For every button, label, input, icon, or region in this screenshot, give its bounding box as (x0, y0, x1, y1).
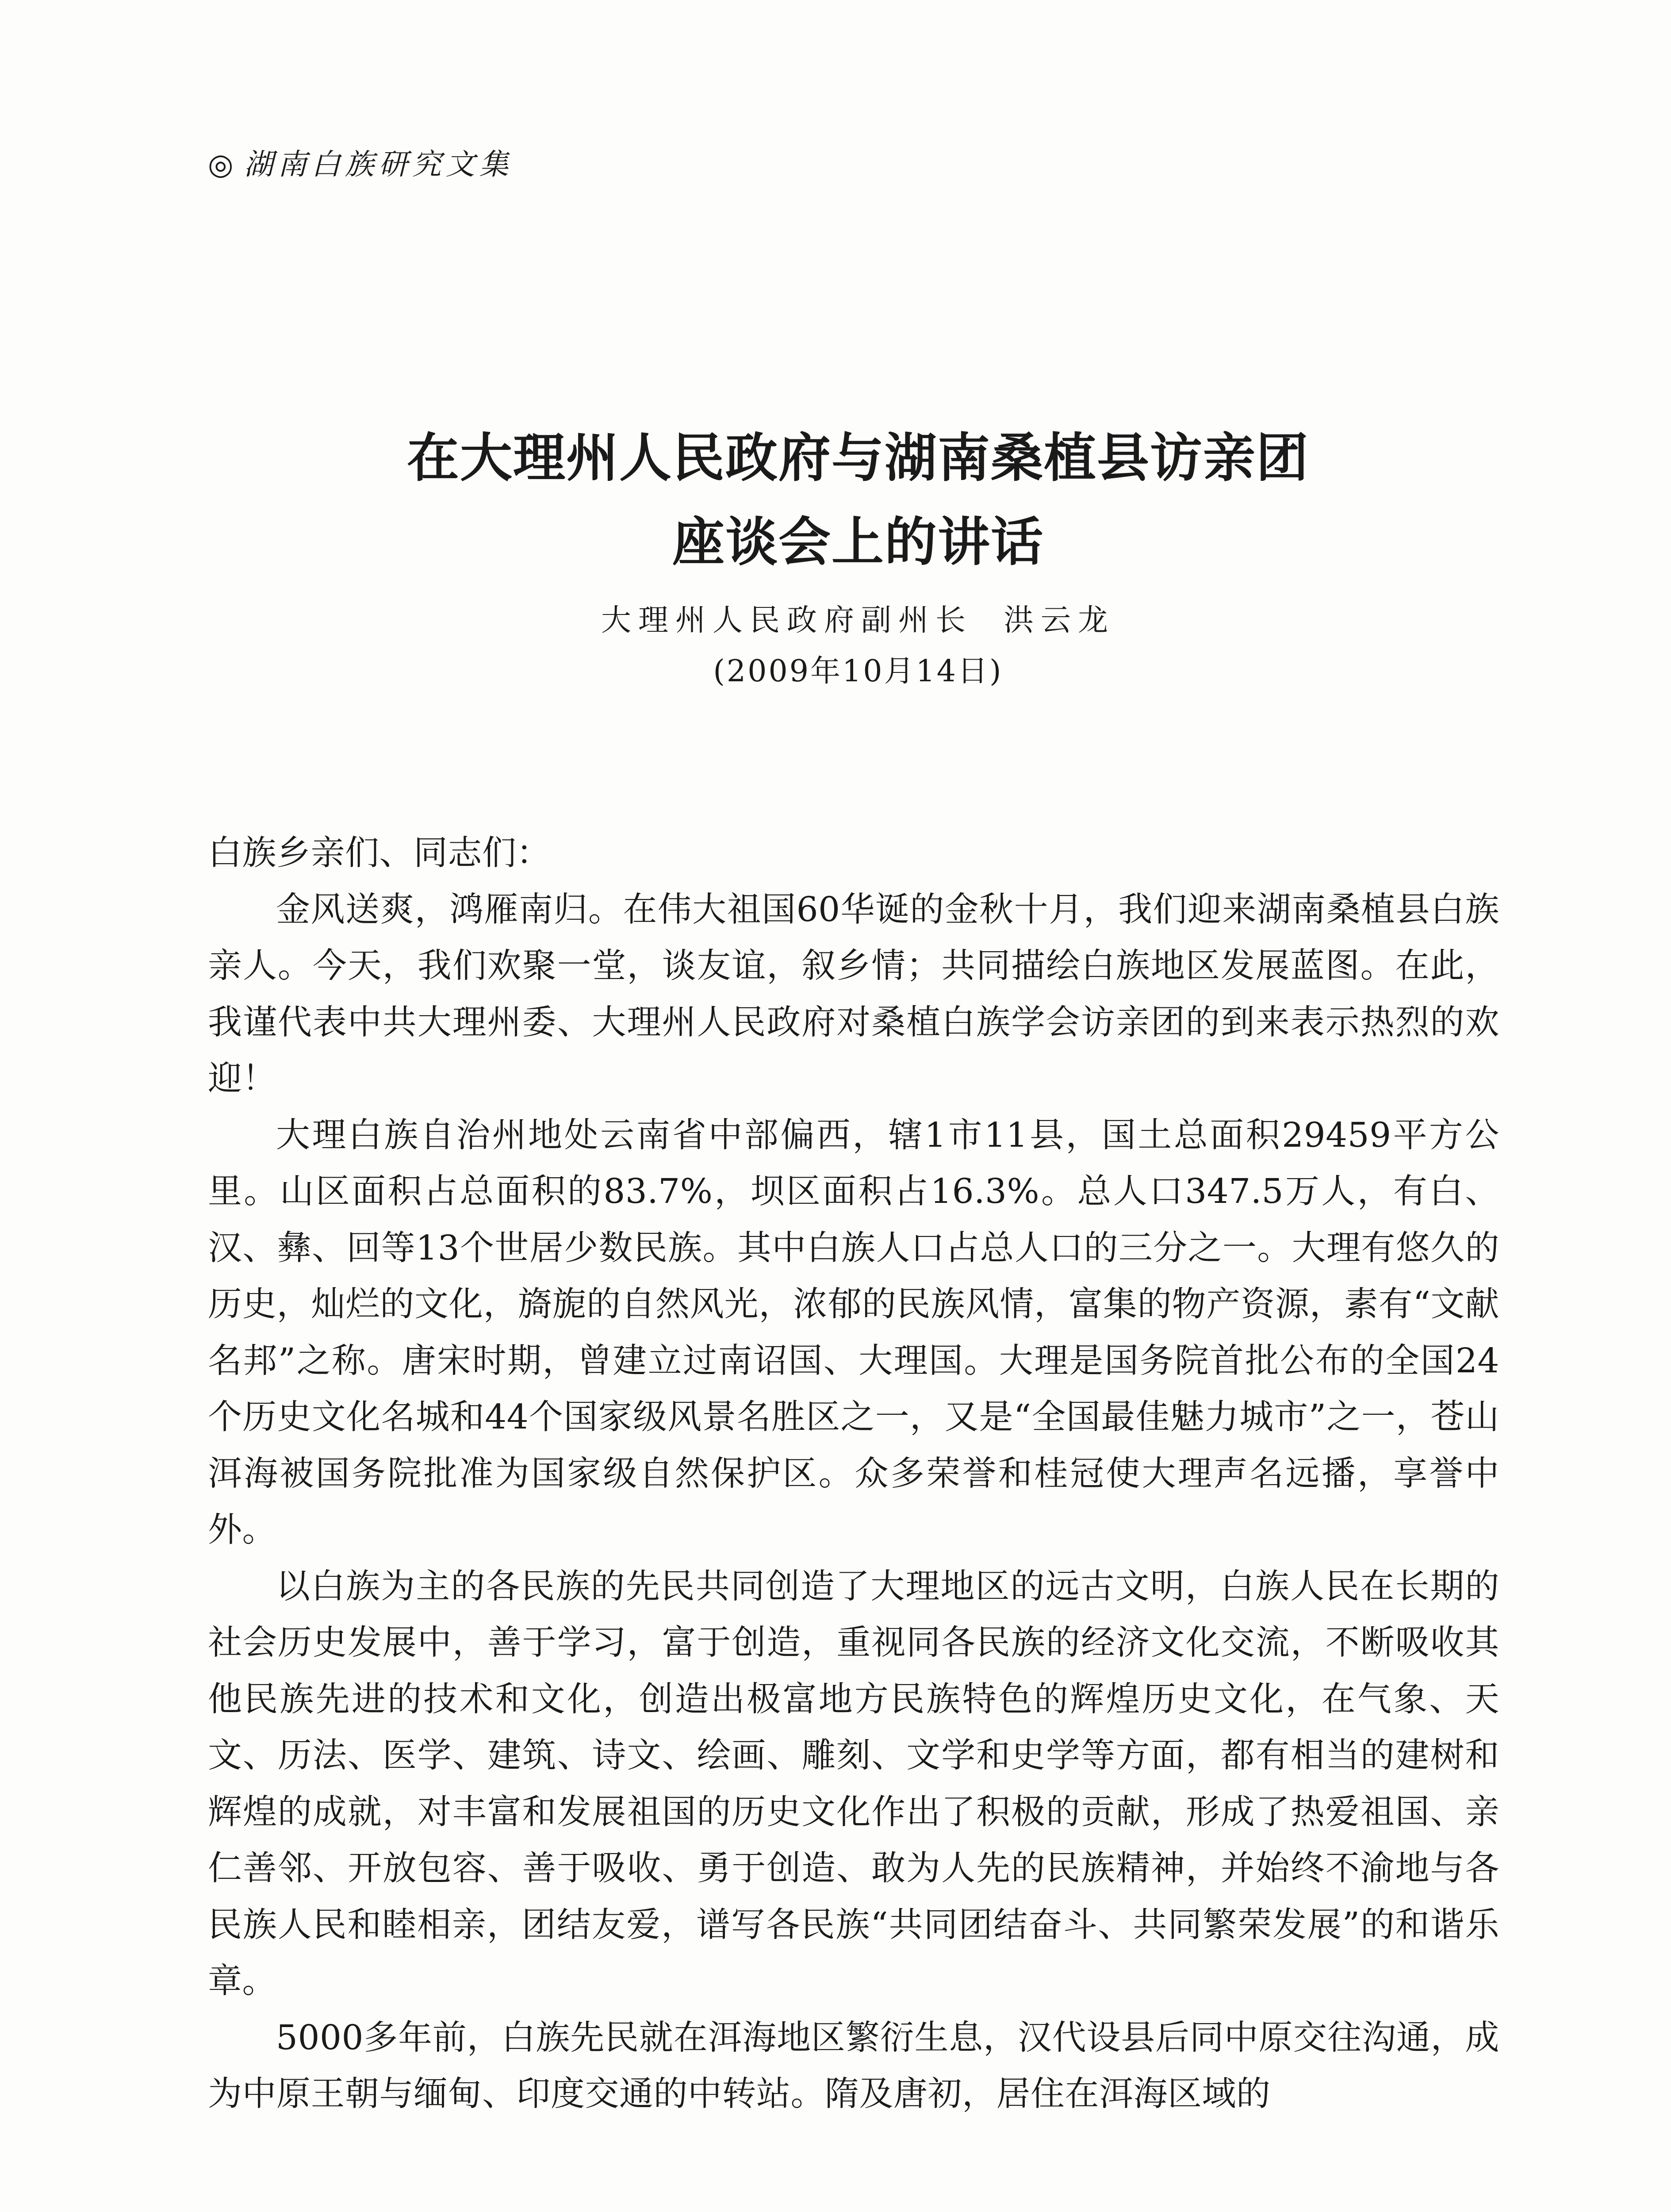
salutation: 白族乡亲们、同志们： (208, 833, 551, 873)
title-line-2: 座谈会上的讲话 (672, 511, 1044, 572)
paragraph-1: 金风送爽，鸿雁南归。在伟大祖国60华诞的金秋十月，我们迎来湖南桑植县白族亲人。今天，我们欢聚一堂，谈友谊，叙乡情；共同描绘白族地区发展蓝图。在此，我谨代表中共大理州委、大理州人民政府对桑植白族学会访亲团的到来表示热烈的欢迎！ (208, 890, 1499, 1098)
author-role: 大理州人民政府副州长 (601, 603, 973, 638)
running-title: 湖南白族研究文集 (244, 147, 513, 181)
speech-date: (2009年10月14日) (713, 654, 1003, 689)
title-line-1: 在大理州人民政府与湖南桑植县访亲团 (406, 427, 1309, 488)
paragraph-4: 5000多年前，白族先民就在洱海地区繁衍生息，汉代设县后同中原交往沟通，成为中原王朝与缅甸、印度交通的中转站。隋及唐初，居住在洱海区域的 (208, 2018, 1499, 2114)
paragraph-2: 大理白族自治州地处云南省中部偏西，辖1市11县，国土总面积29459平方公里。山区面积占总面积的83.7%，坝区面积占16.3%。总人口347.5万人，有白、汉、彝、回等13个世居少数民族。其中白族人口占总人口的三分之一。大理有悠久的历史，灿烂的文化，旖旎的自然风光，浓郁的民族风情，富集的物产资源，素有“文献名邦”之称。唐宋时期，曾建立过南诏国、大理国。大理是国务院首批公布的全国24个历史文化名城和44个国家级风景名胜区之一，又是“全国最佳魅力城市”之一，苍山洱海被国务院批准为国家级自然保护区。众多荣誉和桂冠使大理声名远播，享誉中外。 (208, 1115, 1499, 1550)
circle-bullet-icon: ◎ (208, 147, 238, 181)
article-title (208, 416, 1508, 584)
paragraph-3: 以白族为主的各民族的先民共同创造了大理地区的远古文明，白族人民在长期的社会历史发展中，善于学习，富于创造，重视同各民族的经济文化交流，不断吸收其他民族先进的技术和文化，创造出极富地方民族特色的辉煌历史文化，在气象、天文、历法、医学、建筑、诗文、绘画、雕刻、文学和史学等方面，都有相当的建树和辉煌的成就，对丰富和发展祖国的历史文化作出了积极的贡献，形成了热爱祖国、亲仁善邻、开放包容、善于吸收、勇于创造、敢为人先的民族精神，并始终不渝地与各民族人民和睦相亲，团结友爱，谱写各民族“共同团结奋斗、共同繁荣发展”的和谐乐章。 (208, 1567, 1499, 2001)
running-header (208, 141, 513, 183)
byline (208, 596, 1508, 645)
author-name: 洪云龙 (1004, 603, 1115, 638)
article-heading (208, 416, 1508, 698)
article-body (208, 825, 1499, 2123)
